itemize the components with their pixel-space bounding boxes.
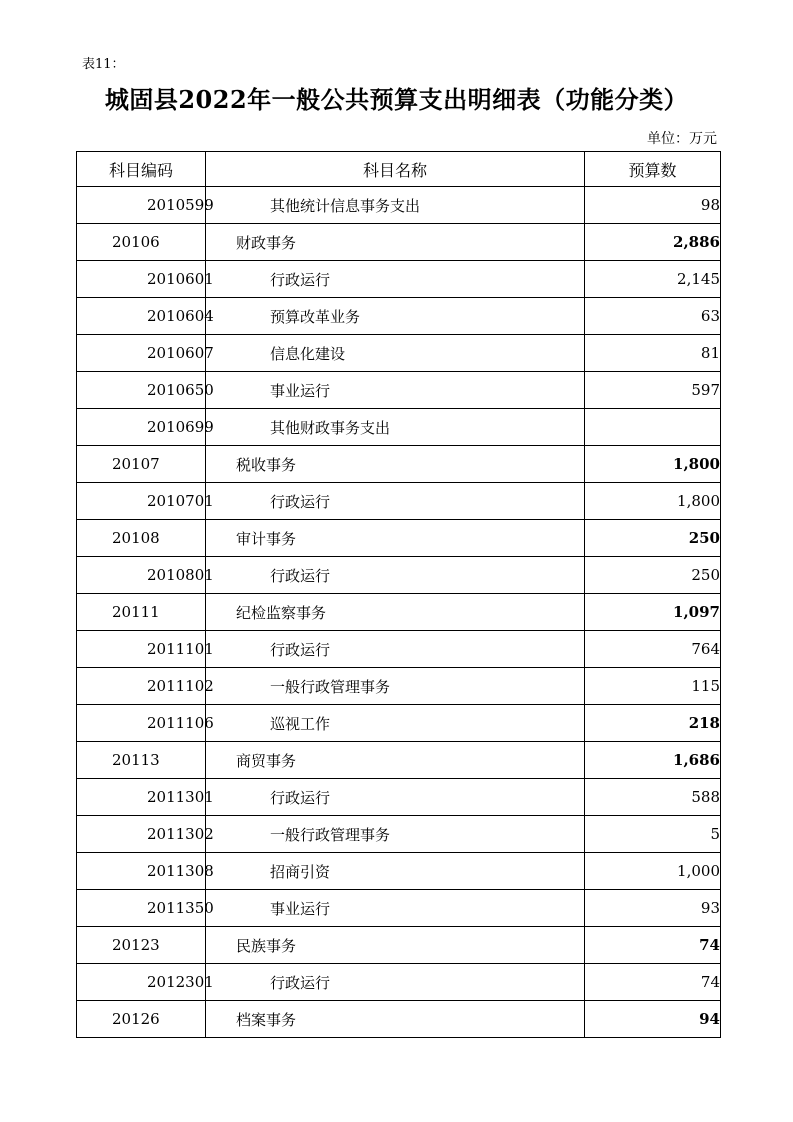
row-name-cell: 巡视工作 (206, 705, 585, 742)
table-row (77, 224, 721, 261)
row-code-cell: 2011301 (77, 779, 206, 816)
row-amount-cell: 764 (585, 631, 721, 668)
row-name-cell: 纪检监察事务 (206, 594, 585, 631)
row-code-cell: 20107 (77, 446, 206, 483)
row-code-cell: 2010599 (77, 187, 206, 224)
table-row (77, 1001, 721, 1038)
row-amount-cell: 74 (585, 927, 721, 964)
row-name-cell: 财政事务 (206, 224, 585, 261)
row-amount-cell: 5 (585, 816, 721, 853)
row-code-cell: 2010601 (77, 261, 206, 298)
table-row (77, 816, 721, 853)
row-amount-cell: 218 (585, 705, 721, 742)
table-number-label: 表11： (82, 57, 125, 72)
table-row (77, 594, 721, 631)
table-row (77, 335, 721, 372)
table-row (77, 557, 721, 594)
row-amount-cell: 250 (585, 520, 721, 557)
column-header-code: 科目编码 (77, 152, 206, 187)
row-name-cell: 事业运行 (206, 890, 585, 927)
row-amount-cell: 250 (585, 557, 721, 594)
row-amount-cell: 63 (585, 298, 721, 335)
row-name-cell: 商贸事务 (206, 742, 585, 779)
table-row (77, 483, 721, 520)
table-row (77, 298, 721, 335)
table-row (77, 631, 721, 668)
column-header-amount: 预算数 (585, 152, 721, 187)
row-code-cell: 2011302 (77, 816, 206, 853)
row-name-cell: 行政运行 (206, 483, 585, 520)
table-row (77, 742, 721, 779)
column-header-name: 科目名称 (206, 152, 585, 187)
table-row (77, 705, 721, 742)
row-name-cell: 预算改革业务 (206, 298, 585, 335)
row-name-cell: 税收事务 (206, 446, 585, 483)
table-row (77, 927, 721, 964)
row-name-cell: 其他财政事务支出 (206, 409, 585, 446)
table-row (77, 964, 721, 1001)
row-code-cell: 2010699 (77, 409, 206, 446)
row-code-cell: 2010650 (77, 372, 206, 409)
page-title: 城固县2022年一般公共预算支出明细表（功能分类） (104, 85, 689, 114)
row-code-cell: 2010801 (77, 557, 206, 594)
unit-label: 单位：万元 (647, 131, 717, 147)
table-row (77, 409, 721, 446)
row-name-cell: 一般行政管理事务 (206, 816, 585, 853)
table-header-row (77, 152, 721, 187)
row-amount-cell: 1,800 (585, 483, 721, 520)
row-name-cell: 事业运行 (206, 372, 585, 409)
row-code-cell: 2010607 (77, 335, 206, 372)
row-amount-cell: 93 (585, 890, 721, 927)
row-code-cell: 2012301 (77, 964, 206, 1001)
table-row (77, 853, 721, 890)
row-name-cell: 信息化建设 (206, 335, 585, 372)
row-amount-cell: 74 (585, 964, 721, 1001)
row-code-cell: 2011101 (77, 631, 206, 668)
row-name-cell: 其他统计信息事务支出 (206, 187, 585, 224)
row-name-cell: 行政运行 (206, 557, 585, 594)
row-name-cell: 行政运行 (206, 261, 585, 298)
row-code-cell: 2011106 (77, 705, 206, 742)
row-name-cell: 行政运行 (206, 964, 585, 1001)
row-name-cell: 档案事务 (206, 1001, 585, 1038)
row-code-cell: 20111 (77, 594, 206, 631)
row-amount-cell: 1,686 (585, 742, 721, 779)
row-amount-cell: 94 (585, 1001, 721, 1038)
table-row (77, 261, 721, 298)
row-amount-cell: 2,886 (585, 224, 721, 261)
row-name-cell: 招商引资 (206, 853, 585, 890)
table-row (77, 668, 721, 705)
row-amount-cell: 597 (585, 372, 721, 409)
table-row (77, 372, 721, 409)
table-row (77, 779, 721, 816)
row-code-cell: 2010701 (77, 483, 206, 520)
row-amount-cell: 2,145 (585, 261, 721, 298)
row-code-cell: 20108 (77, 520, 206, 557)
row-code-cell: 2011102 (77, 668, 206, 705)
row-amount-cell: 1,000 (585, 853, 721, 890)
row-name-cell: 行政运行 (206, 779, 585, 816)
row-amount-cell: 81 (585, 335, 721, 372)
row-code-cell: 2011308 (77, 853, 206, 890)
row-code-cell: 2011350 (77, 890, 206, 927)
row-amount-cell: 588 (585, 779, 721, 816)
row-amount-cell: 115 (585, 668, 721, 705)
table-row (77, 520, 721, 557)
row-name-cell: 行政运行 (206, 631, 585, 668)
row-name-cell: 民族事务 (206, 927, 585, 964)
row-code-cell: 20106 (77, 224, 206, 261)
table-row (77, 187, 721, 224)
row-amount-cell: 98 (585, 187, 721, 224)
row-amount-cell: 1,800 (585, 446, 721, 483)
row-code-cell: 20113 (77, 742, 206, 779)
budget-table (76, 151, 721, 1038)
row-amount-cell (585, 409, 721, 446)
row-amount-cell: 1,097 (585, 594, 721, 631)
table-row (77, 890, 721, 927)
row-name-cell: 一般行政管理事务 (206, 668, 585, 705)
table-row (77, 446, 721, 483)
row-code-cell: 20123 (77, 927, 206, 964)
row-code-cell: 20126 (77, 1001, 206, 1038)
row-name-cell: 审计事务 (206, 520, 585, 557)
row-code-cell: 2010604 (77, 298, 206, 335)
